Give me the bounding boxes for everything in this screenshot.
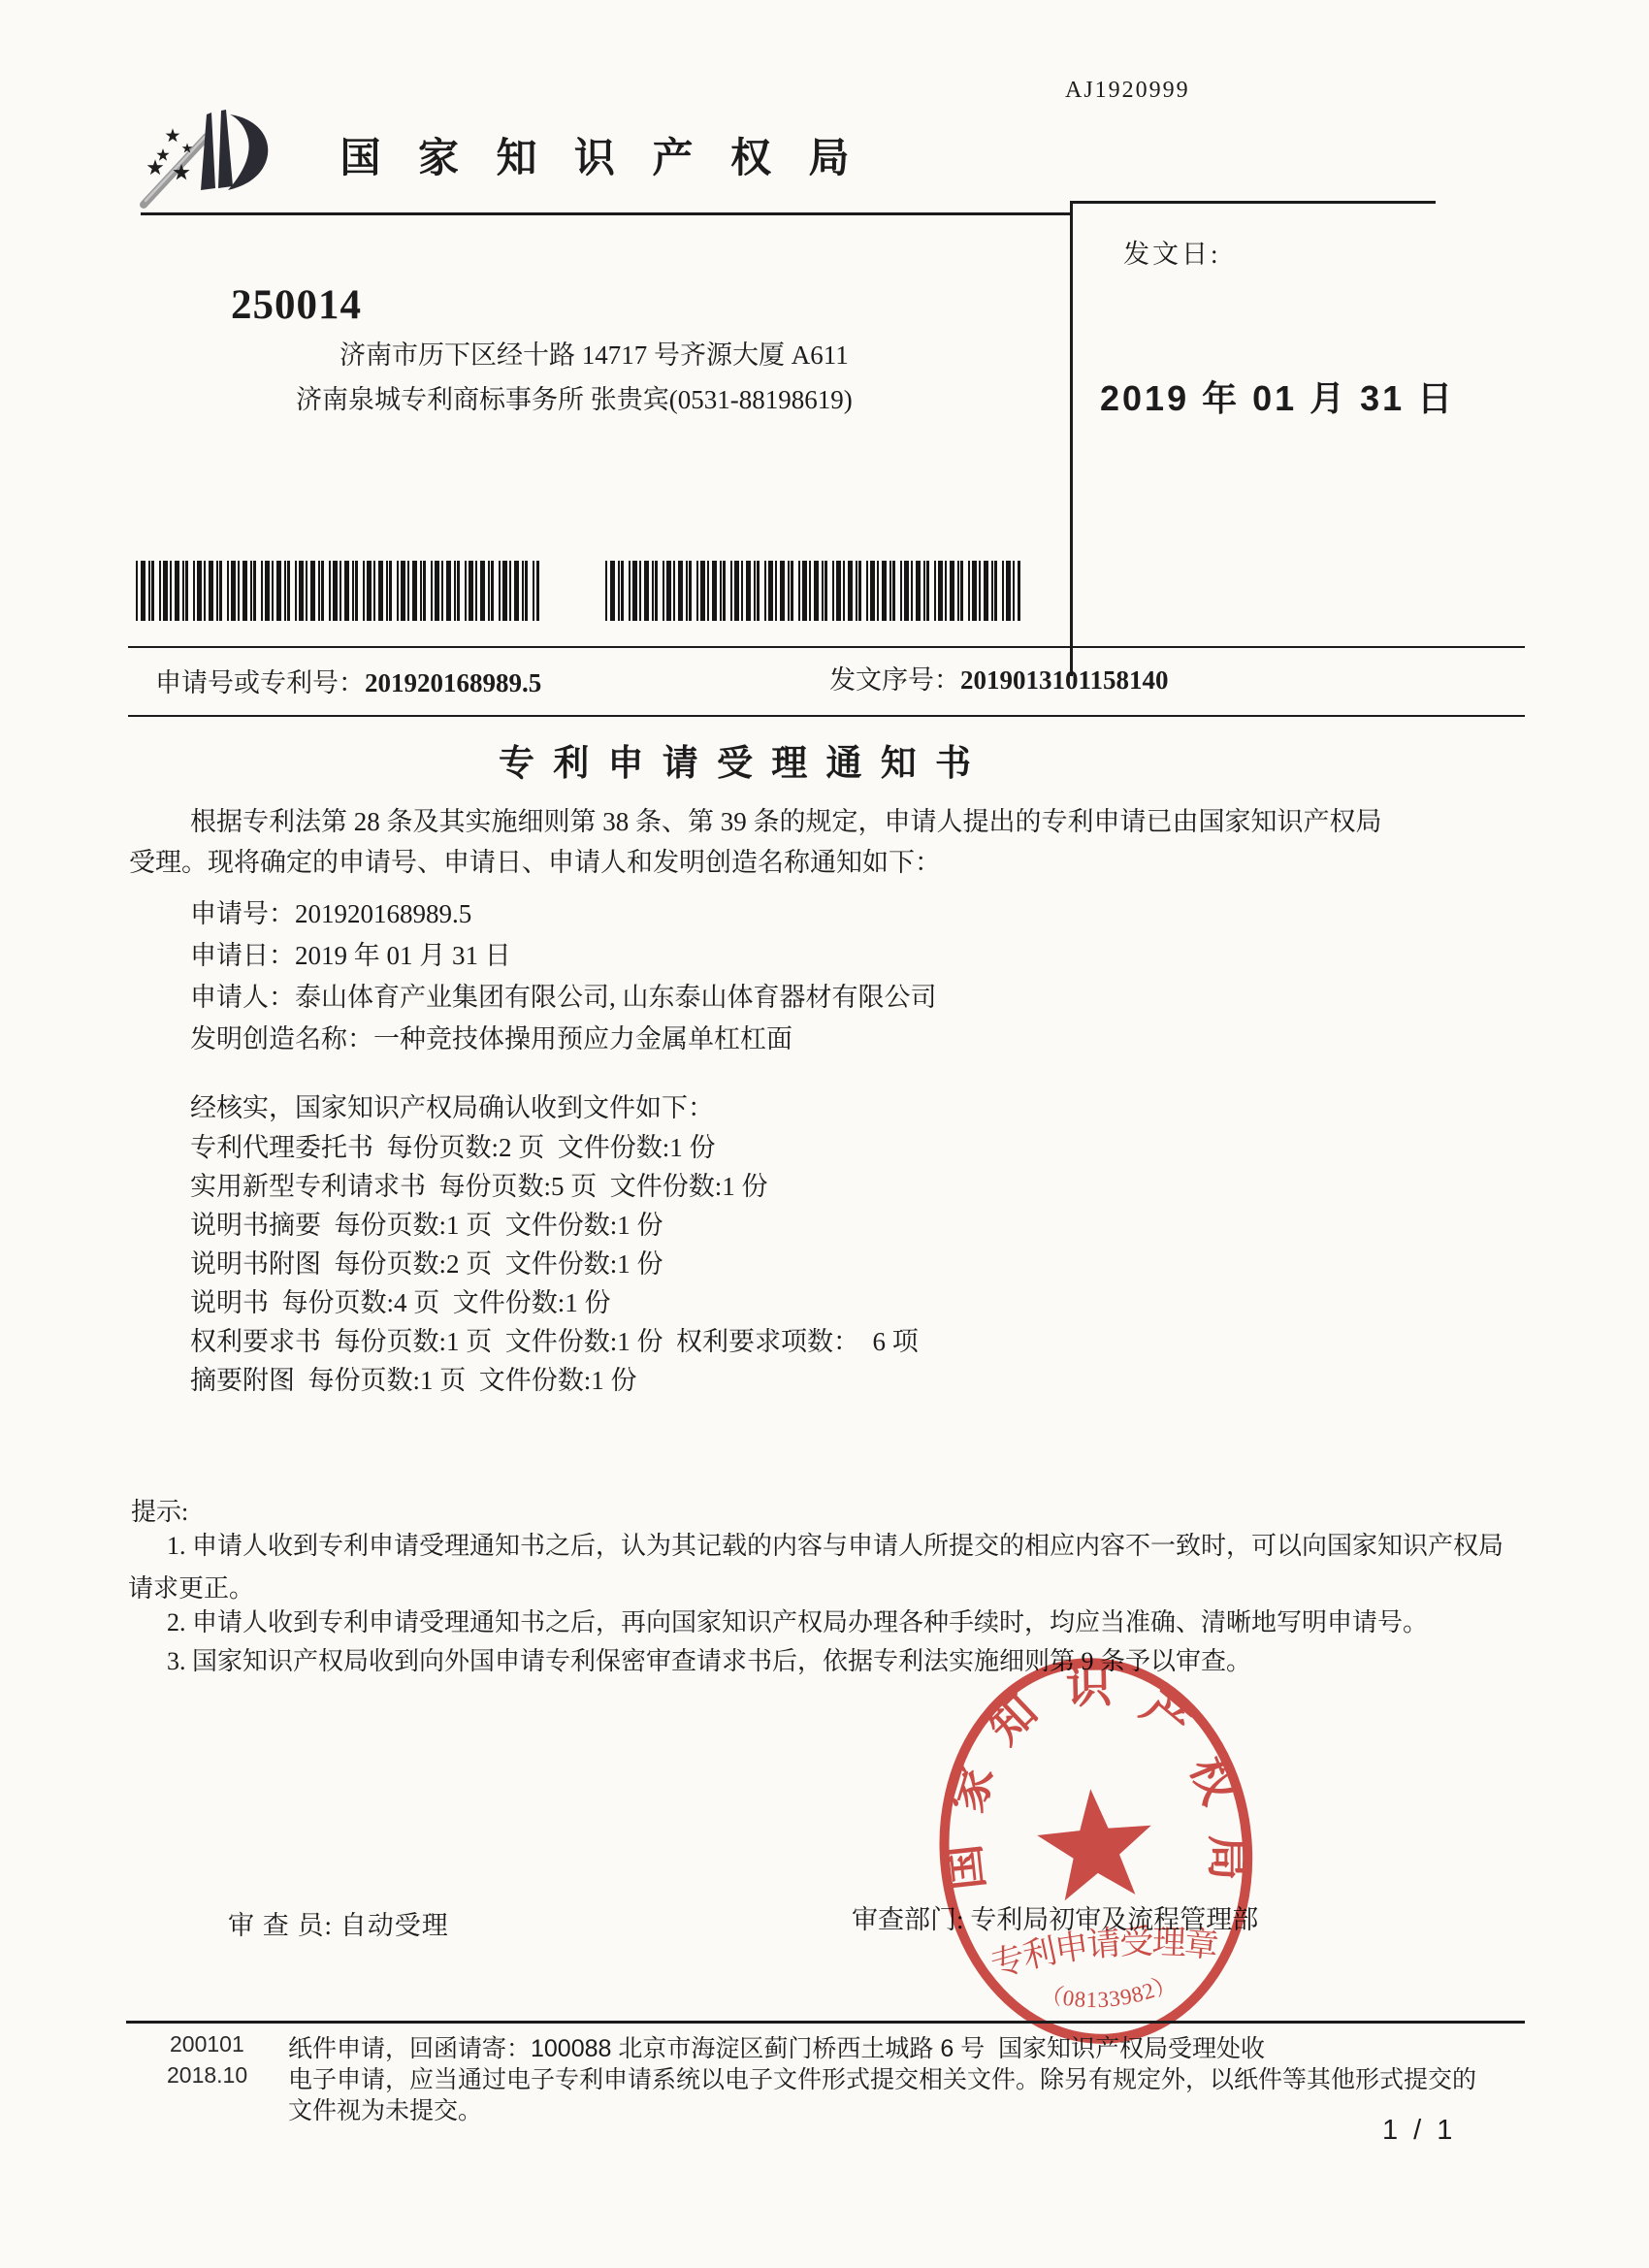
- seal-caption: 专利申请受理章: [986, 1923, 1221, 1985]
- document-code: AJ1920999: [1065, 78, 1190, 103]
- document-row: 摘要附图 每份页数:1 页 文件份数:1 份: [190, 1366, 637, 1395]
- footer-line-2: 电子申请，应当通过电子专利申请系统以电子文件形式提交相关文件。除另有规定外，以纸件等其他形式提交的: [288, 2066, 1477, 2093]
- receipt-heading: 经核实，国家知识产权局确认收到文件如下：: [190, 1093, 714, 1122]
- footer-line-1: 纸件申请，回函请寄：100088 北京市海淀区蓟门桥西土城路 6 号 国家知识产权局受理处收: [288, 2035, 1266, 2062]
- application-number-row: [155, 662, 541, 699]
- office-title: 国 家 知 识 产 权 局: [340, 137, 863, 181]
- reference-row-bottom-divider: [128, 715, 1525, 717]
- issue-date-value: 2019 年 01 月 31 日: [1100, 378, 1456, 418]
- intro-line-1: 根据专利法第 28 条及其实施细则第 38 条、第 39 条的规定，申请人提出的专利申请已由国家知识产权局: [190, 807, 1382, 836]
- dispatch-number-value: 2019013101158140: [960, 665, 1169, 695]
- field-label: 申请日：: [190, 941, 295, 970]
- examiner-label: 审 查 员:: [228, 1911, 340, 1940]
- document-row: 说明书附图 每份页数:2 页 文件份数:1 份: [190, 1249, 663, 1279]
- barcode-right: [605, 561, 1020, 621]
- svg-text:专利申请受理章: [986, 1915, 1223, 1985]
- application-number-value: 201920168989.5: [365, 668, 542, 697]
- field-invention-title: [190, 1022, 792, 1055]
- barcode-left: [136, 561, 539, 621]
- dispatch-number-label: 发文序号：: [829, 665, 960, 695]
- tip-line: 2. 申请人收到专利申请受理通知书之后，再向国家知识产权局办理各种手续时，均应当准确、清晰地写明申请号。: [167, 1608, 1429, 1636]
- reference-row-top-divider: [128, 646, 1525, 648]
- field-label: 申请人：: [190, 983, 295, 1012]
- svg-text:（08133982）: [1036, 1969, 1180, 2018]
- department-label: 审查部门:: [852, 1905, 971, 1934]
- field-value: 2019 年 01 月 31 日: [295, 941, 511, 970]
- examiner-row: [228, 1904, 449, 1942]
- tip-line: 请求更正。: [128, 1574, 255, 1603]
- issue-date-label: 发文日:: [1123, 240, 1221, 269]
- issue-date-box-top-border: [1071, 201, 1436, 204]
- form-date: 2018.10: [167, 2062, 248, 2088]
- issue-date-box-left-border: [1070, 201, 1073, 676]
- footer-divider: [126, 2021, 1525, 2024]
- document-row: 说明书摘要 每份页数:1 页 文件份数:1 份: [190, 1211, 663, 1240]
- dispatch-number-row: [829, 659, 1169, 697]
- recipient-address: 济南市历下区经十路 14717 号齐源大厦 A611: [340, 340, 849, 370]
- field-value: 201920168989.5: [295, 899, 472, 928]
- field-applicant: [190, 981, 937, 1014]
- document-row: 专利代理委托书 每份页数:2 页 文件份数:1 份: [190, 1133, 716, 1162]
- field-filing-date: [190, 939, 511, 972]
- seal-star-icon: [1033, 1784, 1156, 1902]
- acceptance-seal: [902, 1633, 1290, 2073]
- application-number-label: 申请号或专利号：: [155, 668, 365, 697]
- footer-line-3: 文件视为未提交。: [288, 2097, 483, 2124]
- field-value: 一种竞技体操用预应力金属单杠杠面: [373, 1024, 792, 1053]
- postal-code: 250014: [231, 282, 362, 328]
- field-value: 泰山体育产业集团有限公司, 山东泰山体育器材有限公司: [295, 983, 937, 1012]
- recipient-agency: 济南泉城专利商标事务所 张贵宾(0531-88198619): [296, 385, 853, 414]
- intro-line-2: 受理。现将确定的申请号、申请日、申请人和发明创造名称通知如下：: [129, 848, 941, 877]
- header-divider: [141, 212, 1072, 215]
- page-number: 1 / 1: [1382, 2115, 1457, 2146]
- form-code: 200101: [170, 2031, 244, 2057]
- document-row: 实用新型专利请求书 每份页数:5 页 文件份数:1 份: [190, 1172, 768, 1201]
- document-row: 权利要求书 每份页数:1 页 文件份数:1 份 权利要求项数： 6 项: [190, 1327, 919, 1356]
- tip-line: 1. 申请人收到专利申请受理通知书之后，认为其记载的内容与申请人所提交的相应内容不一致时，可以向国家知识产权局: [167, 1532, 1504, 1560]
- document-row: 说明书 每份页数:4 页 文件份数:1 份: [190, 1288, 611, 1317]
- seal-serial: （08133982）: [1038, 1969, 1180, 2013]
- field-application-no: [190, 897, 471, 930]
- tip-line: 3. 国家知识产权局收到向外国申请专利保密审查请求书后，依据专利法实施细则第 9 条予以审查。: [167, 1647, 1252, 1675]
- field-label: 发明创造名称：: [190, 1024, 373, 1053]
- notice-title: 专 利 申 请 受 理 通 知 书: [499, 744, 976, 784]
- field-label: 申请号：: [190, 899, 295, 928]
- department-value: 专利局初审及流程管理部: [970, 1905, 1259, 1934]
- tips-heading: 提示:: [131, 1498, 189, 1526]
- seal-ring-text: 国家知识产权局: [938, 1662, 1253, 1894]
- examiner-value: 自动受理: [340, 1911, 449, 1940]
